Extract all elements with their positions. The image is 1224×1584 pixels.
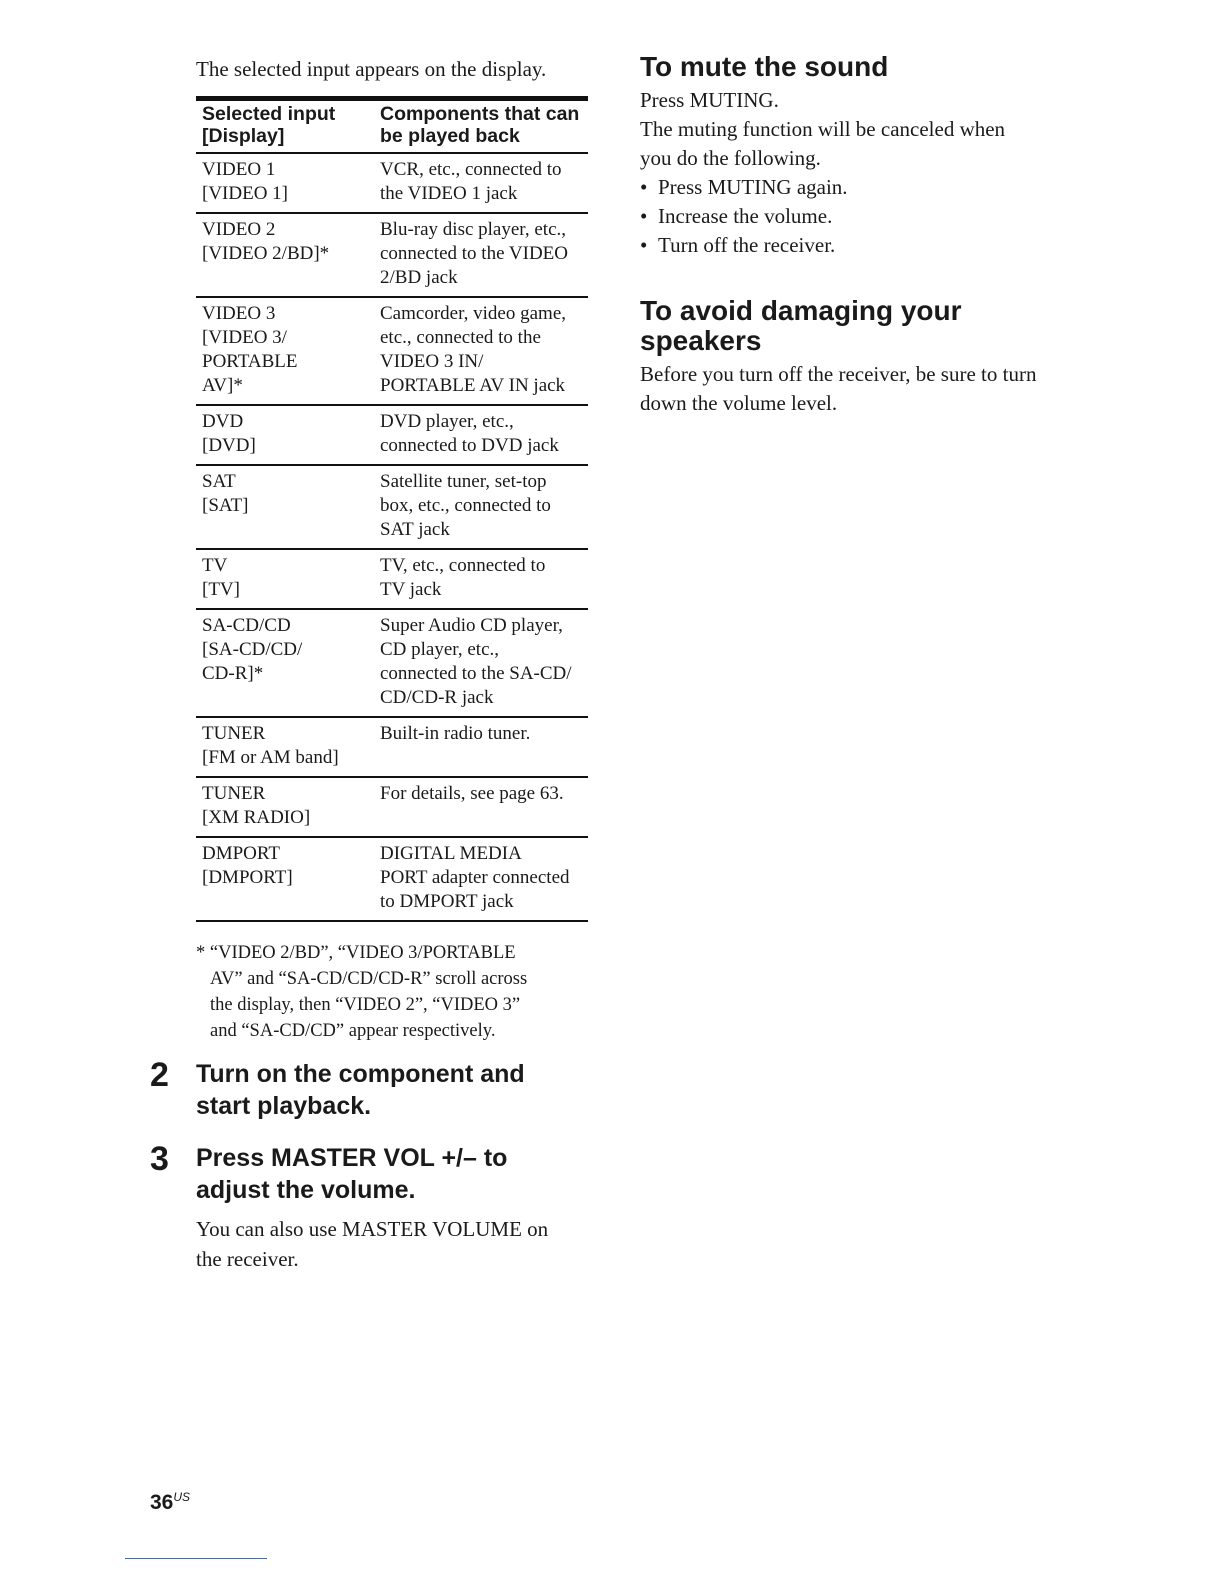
mute-heading: To mute the sound (640, 51, 889, 82)
list-item: • Increase the volume. (640, 202, 1090, 231)
bullet-icon: • (640, 204, 648, 228)
selected-input-cell: DVD [DVD] (196, 405, 374, 465)
mute-text: Press MUTING. The muting function will be canceled when you do the following. (640, 88, 1006, 170)
table-row (196, 717, 588, 777)
table-row (196, 405, 588, 465)
step-body: You can also use MASTER VOLUME on the receiver. (196, 1217, 549, 1271)
table-row (196, 549, 588, 609)
components-cell: VCR, etc., connected to the VIDEO 1 jack (374, 153, 588, 213)
components-cell: TV, etc., connected to TV jack (374, 549, 588, 609)
components-cell: Camcorder, video game, etc., connected to the VIDEO 3 IN/ PORTABLE AV IN jack (374, 297, 588, 405)
selected-input-cell: SAT [SAT] (196, 465, 374, 549)
list-item: • Press MUTING again. (640, 173, 1090, 202)
step-3 (150, 1142, 600, 1274)
selected-input-cell: TUNER [FM or AM band] (196, 717, 374, 777)
components-cell: For details, see page 63. (374, 777, 588, 837)
selected-input-cell: SA-CD/CD [SA-CD/CD/ CD-R]* (196, 609, 374, 717)
mute-bullet-list (640, 173, 1090, 260)
components-cell: Super Audio CD player, CD player, etc., connected to the SA-CD/ CD/CD-R jack (374, 609, 588, 717)
components-cell: Satellite tuner, set-top box, etc., connected to SAT jack (374, 465, 588, 549)
selected-input-cell: TV [TV] (196, 549, 374, 609)
avoid-text: Before you turn off the receiver, be sure to turn down the volume level. (640, 362, 1037, 415)
bullet-icon: • (640, 175, 648, 199)
right-column (640, 52, 1090, 418)
intro-text: The selected input appears on the display. (196, 57, 547, 81)
header-selected-input: Selected input [Display] (196, 99, 374, 154)
page-number: $36^{US}$ (150, 1490, 191, 1514)
table-header-row (196, 99, 588, 154)
list-item: • Turn off the receiver. (640, 231, 1090, 260)
components-cell: Blu-ray disc player, etc., connected to the VIDEO 2/BD jack (374, 213, 588, 297)
step-number: 2 (150, 1056, 169, 1094)
table-body (196, 153, 588, 921)
left-column (196, 54, 588, 1044)
step-title: Turn on the component and start playback. (196, 1060, 525, 1120)
selected-input-cell: VIDEO 3 [VIDEO 3/ PORTABLE AV]* (196, 297, 374, 405)
selected-input-cell: DMPORT [DMPORT] (196, 837, 374, 921)
selected-input-cell: VIDEO 1 [VIDEO 1] (196, 153, 374, 213)
selected-input-cell: VIDEO 2 [VIDEO 2/BD]* (196, 213, 374, 297)
table-row (196, 777, 588, 837)
bottom-rule (125, 1558, 267, 1559)
selected-input-cell: TUNER [XM RADIO] (196, 777, 374, 837)
step-title: Press MASTER VOL +/– to adjust the volume. (196, 1144, 508, 1204)
bullet-icon: • (640, 233, 648, 257)
footnote: * “VIDEO 2/BD”, “VIDEO 3/PORTABLE AV” and “SA-CD/CD/CD-R” scroll across the display, then “VIDEO 2”, “VIDEO 3” and “SA-CD/CD” appear respectively. (196, 943, 528, 1041)
table-row (196, 837, 588, 921)
input-table (196, 96, 588, 922)
table-row (196, 153, 588, 213)
components-cell: DIGITAL MEDIA PORT adapter connected to DMPORT jack (374, 837, 588, 921)
step-2 (150, 1058, 600, 1122)
avoid-heading: To avoid damaging your speakers (640, 295, 962, 356)
table-row (196, 465, 588, 549)
table-row (196, 609, 588, 717)
table-row (196, 297, 588, 405)
components-cell: Built-in radio tuner. (374, 717, 588, 777)
components-cell: DVD player, etc., connected to DVD jack (374, 405, 588, 465)
step-number: 3 (150, 1140, 169, 1178)
table-row (196, 213, 588, 297)
header-components: Components that can be played back (374, 99, 588, 154)
